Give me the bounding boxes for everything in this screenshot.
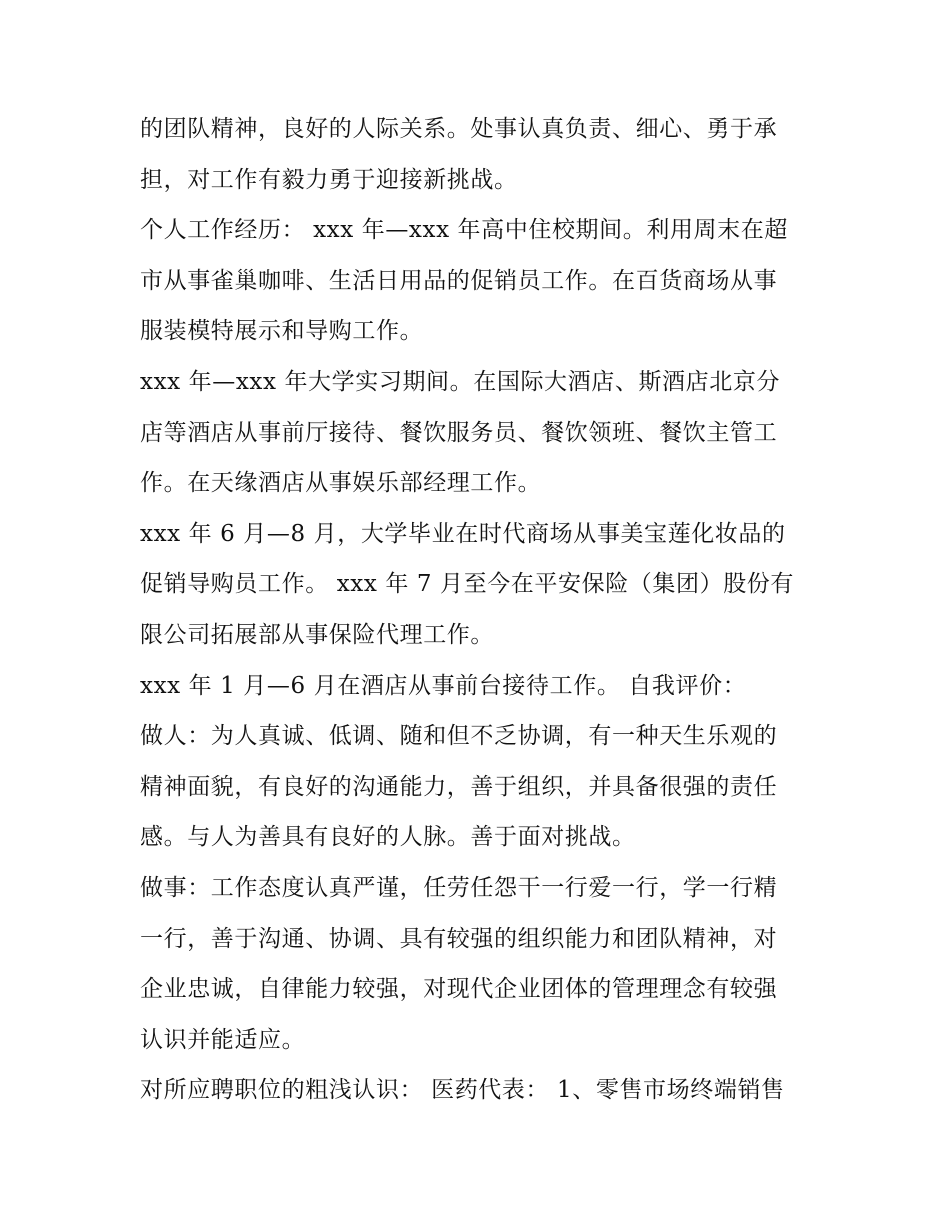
text-line: 担，对工作有毅力勇于迎接新挑战。	[140, 166, 518, 193]
text-line: 的团队精神，良好的人际关系。处事认真负责、细心、勇于承	[140, 116, 778, 142]
text-line: 做事：工作态度认真严谨，任劳任怨干一行爱一行，学一行精	[140, 874, 778, 901]
text-line: 对所应聘职位的粗浅认识： 医药代表： 1、零售市场终端销售	[140, 1077, 785, 1104]
text-line: xxx 年 1 月—6 月在酒店从事前台接待工作。 自我评价：	[140, 672, 747, 699]
text-line: 服装模特展示和导购工作。	[140, 318, 424, 345]
text-line: 企业忠诚，自律能力较强，对现代企业团体的管理理念有较强	[140, 976, 778, 1003]
text-line: 做人：为人真诚、低调、随和但不乏协调，有一种天生乐观的	[140, 723, 778, 750]
text-line: xxx 年 6 月—8 月，大学毕业在时代商场从事美宝莲化妆品的	[140, 520, 786, 547]
text-line: 认识并能适应。	[140, 1026, 306, 1053]
text-line: 限公司拓展部从事保险代理工作。	[140, 621, 494, 648]
text-line: 店等酒店从事前厅接待、餐饮服务员、餐饮领班、餐饮主管工	[140, 419, 778, 446]
text-line: 一行，善于沟通、协调、具有较强的组织能力和团队精神，对	[140, 925, 778, 952]
text-line: 作。在天缘酒店从事娱乐部经理工作。	[140, 470, 542, 497]
text-line: 精神面貌，有良好的沟通能力，善于组织，并具备很强的责任	[140, 773, 778, 800]
text-line: 促销导购员工作。 xxx 年 7 月至今在平安保险（集团）股份有	[140, 571, 794, 598]
text-line: 市从事雀巢咖啡、生活日用品的促销员工作。在百货商场从事	[140, 267, 778, 294]
text-line: xxx 年—xxx 年大学实习期间。在国际大酒店、斯酒店北京分	[140, 368, 781, 395]
text-line: 个人工作经历： xxx 年—xxx 年高中住校期间。利用周末在超	[140, 217, 788, 244]
text-line: 感。与人为善具有良好的人脉。善于面对挑战。	[140, 824, 636, 851]
document-body	[140, 104, 820, 1116]
